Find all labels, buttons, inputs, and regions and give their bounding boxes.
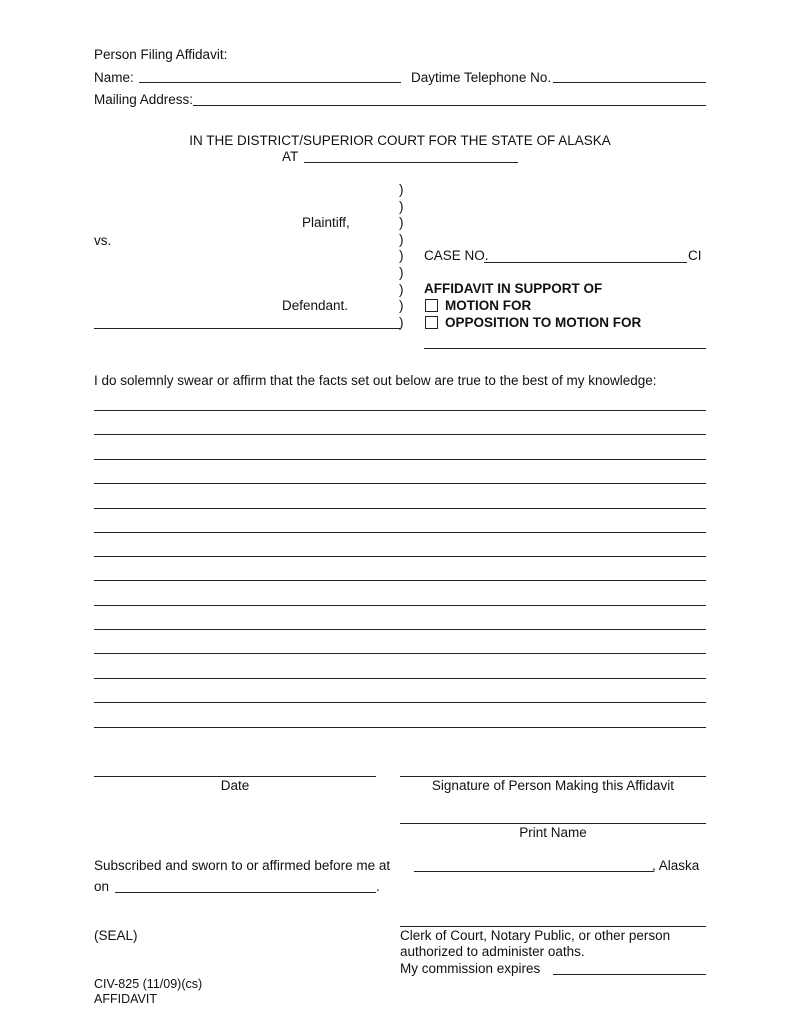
subscribed-statement: Subscribed and sworn to or affirmed before me at <box>94 858 391 873</box>
defendant-name-field-line[interactable] <box>94 328 400 329</box>
name-label: Name: <box>94 70 134 85</box>
person-filing-label: Person Filing Affidavit: <box>94 47 228 62</box>
court-title: IN THE DISTRICT/SUPERIOR COURT FOR THE STATE OF ALASKA <box>189 133 611 148</box>
facts-writing-line[interactable] <box>94 727 706 728</box>
on-period: . <box>376 879 380 894</box>
name-field-line[interactable] <box>139 82 401 83</box>
facts-writing-line[interactable] <box>94 629 706 630</box>
caption-paren: ) <box>399 231 404 247</box>
case-no-field-line[interactable] <box>484 262 687 263</box>
court-location-field-line[interactable] <box>304 162 518 163</box>
case-suffix: CI <box>688 248 702 263</box>
oath-statement: I do solemnly swear or affirm that the facts set out below are true to the best of my knowledge: <box>94 373 657 388</box>
facts-writing-line[interactable] <box>94 483 706 484</box>
facts-writing-line[interactable] <box>94 605 706 606</box>
clerk-line-2: authorized to administer oaths. <box>400 944 585 959</box>
court-at-label: AT <box>282 149 299 164</box>
print-name-field-line[interactable] <box>400 823 706 824</box>
date-field-line[interactable] <box>94 776 376 777</box>
defendant-label: Defendant. <box>282 298 349 313</box>
phone-field-line[interactable] <box>553 82 706 83</box>
vs-label: vs. <box>94 233 112 248</box>
opposition-label: OPPOSITION TO MOTION FOR <box>445 315 642 330</box>
facts-writing-line[interactable] <box>94 702 706 703</box>
sworn-date-field-line[interactable] <box>115 892 376 893</box>
mailing-address-label: Mailing Address: <box>94 92 194 107</box>
clerk-line-1: Clerk of Court, Notary Public, or other person <box>400 928 671 943</box>
form-code: CIV-825 (11/09)(cs) <box>94 977 203 991</box>
signature-label: Signature of Person Making this Affidavit <box>431 778 675 793</box>
signature-field-line[interactable] <box>400 776 706 777</box>
opposition-checkbox[interactable] <box>425 316 438 329</box>
sworn-location-field-line[interactable] <box>414 871 654 872</box>
commission-label: My commission expires <box>400 961 541 976</box>
plaintiff-label: Plaintiff, <box>302 215 350 230</box>
caption-paren: ) <box>399 281 404 297</box>
on-label: on <box>94 879 110 894</box>
clerk-signature-field-line[interactable] <box>400 926 706 927</box>
caption-paren: ) <box>399 298 404 314</box>
facts-writing-line[interactable] <box>94 532 706 533</box>
commission-expires-field-line[interactable] <box>553 974 706 975</box>
phone-label: Daytime Telephone No. <box>411 70 552 85</box>
facts-writing-line[interactable] <box>94 410 706 411</box>
caption-paren: ) <box>399 248 404 264</box>
facts-writing-line[interactable] <box>94 459 706 460</box>
facts-writing-line[interactable] <box>94 434 706 435</box>
facts-writing-line[interactable] <box>94 653 706 654</box>
alaska-label: , Alaska <box>652 858 700 873</box>
print-name-label: Print Name <box>519 825 587 840</box>
date-label: Date <box>220 778 250 793</box>
caption-paren: ) <box>399 182 404 197</box>
mailing-address-field-line[interactable] <box>193 105 706 106</box>
caption-paren: ) <box>399 198 404 214</box>
affidavit-title: AFFIDAVIT IN SUPPORT OF <box>424 281 603 296</box>
facts-writing-line[interactable] <box>94 678 706 679</box>
facts-writing-line[interactable] <box>94 508 706 509</box>
seal-label: (SEAL) <box>94 928 138 943</box>
caption-paren: ) <box>399 215 404 231</box>
form-name: AFFIDAVIT <box>94 992 157 1006</box>
caption-paren: ) <box>399 314 404 330</box>
facts-writing-line[interactable] <box>94 556 706 557</box>
facts-writing-line[interactable] <box>94 580 706 581</box>
caption-paren: ) <box>399 265 404 280</box>
motion-for-label: MOTION FOR <box>445 298 532 313</box>
motion-for-checkbox[interactable] <box>425 299 438 312</box>
case-no-label: CASE NO. <box>424 248 489 263</box>
motion-subject-field-line[interactable] <box>424 348 706 349</box>
